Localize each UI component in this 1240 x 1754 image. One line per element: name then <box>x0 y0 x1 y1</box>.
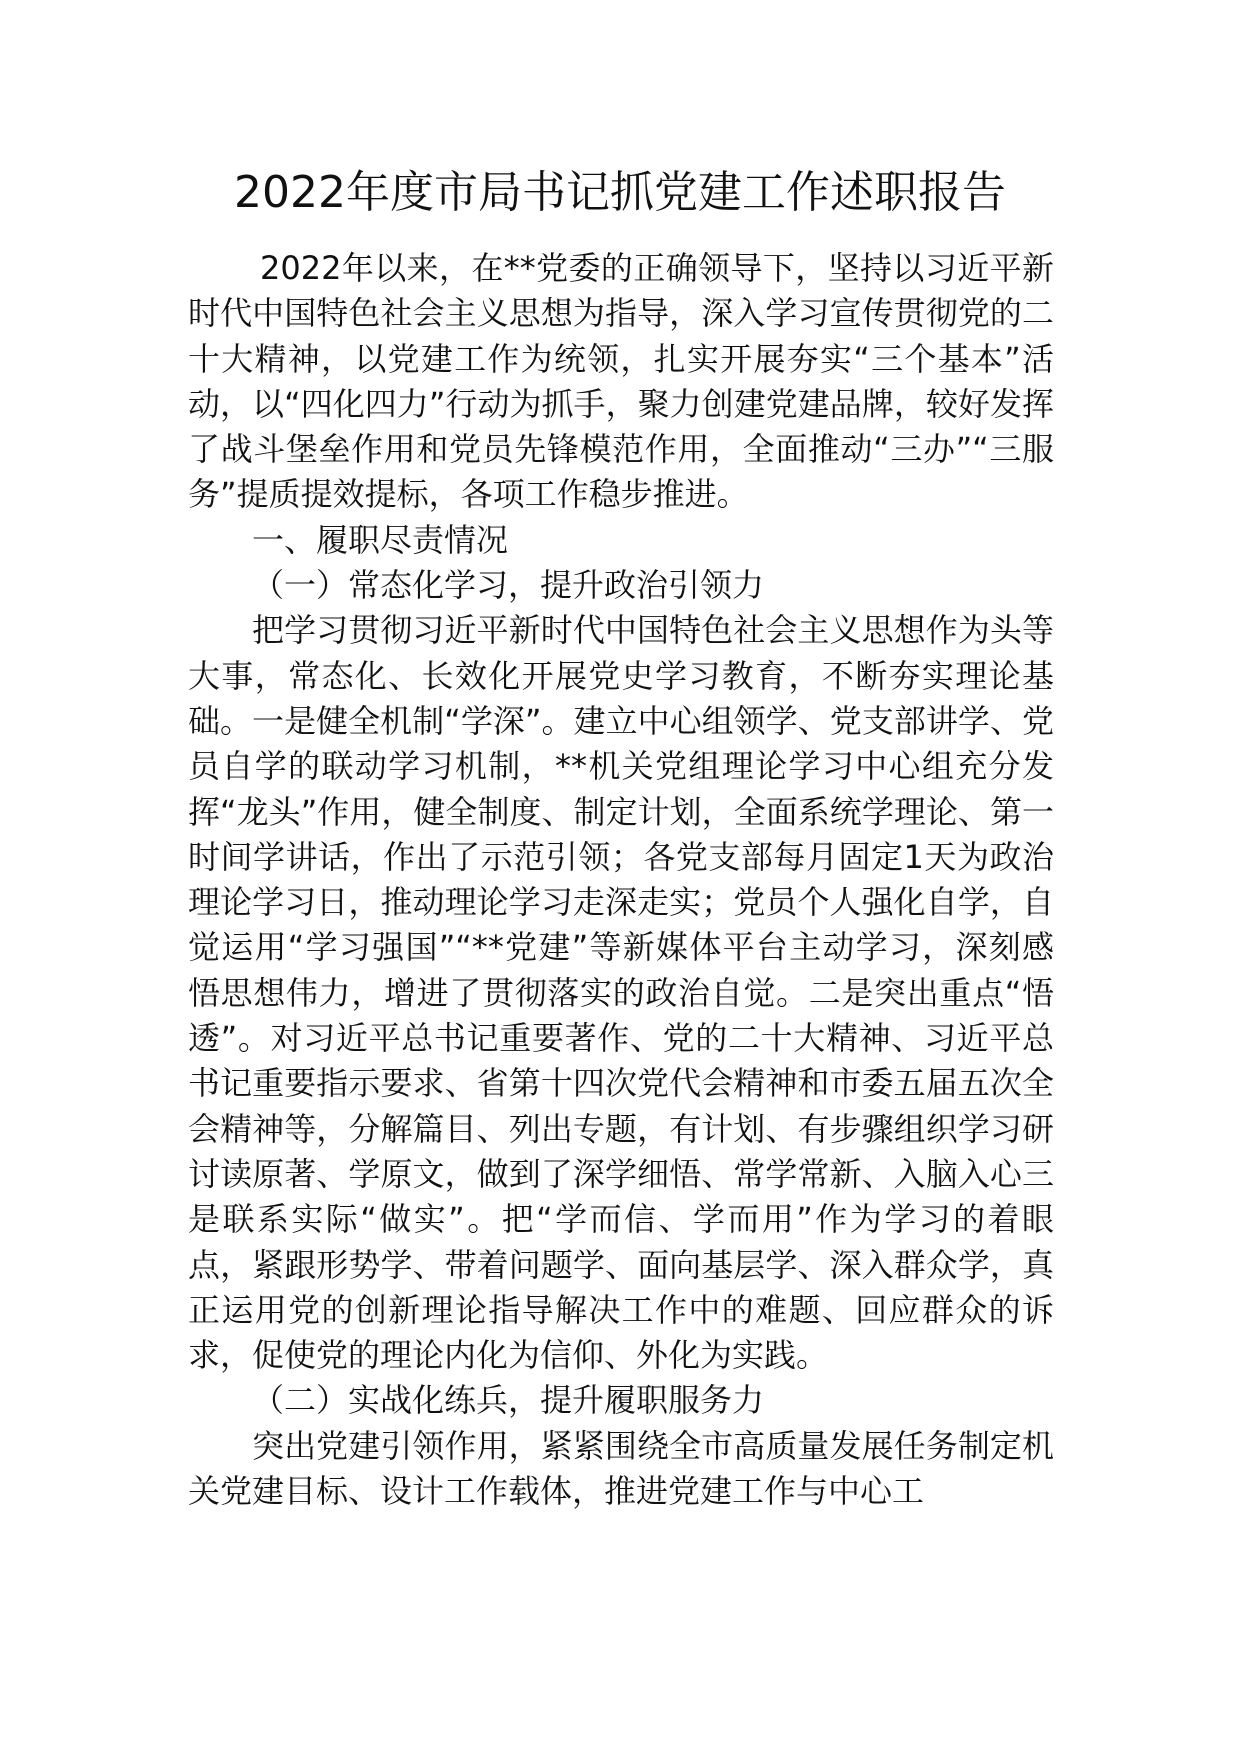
section-heading-1: 一、履职尽责情况 <box>252 520 509 559</box>
document-title: 2022年度市局书记抓党建工作述职报告 <box>234 167 1006 218</box>
subsection-paragraph-1: 把学习贯彻习近平新时代中国特色社会主义思想作为头等大事，常态化、长效化开展党史学习教育，不断夯实理论基础。一是健全机制“学深”。建立中心组领学、党支部讲学、党员自学的联动学习机制，**机关党组理论学习中心组充分发挥“龙头”作用，健全制度、制定计划，全面系统学理论、第一时间学讲话，作出了示范引领；各党支部每月固定1天为政治理论学习日，推动理论学习走深走实；党员个人强化自学，自觉运用“学习强国”“**党建”等新媒体平台主动学习，深刻感悟思想伟力，增进了贯彻落实的政治自觉。二是突出重点“悟透”。对习近平总书记重要著作、党的二十大精神、习近平总书记重要指示要求、省第十四次党代会精神和市委五届五次全会精神等，分解篇目、列出专题，有计划、有步骤组织学习研讨读原著、学原文，做到了深学细悟、常学常新、入脑入心三是联系实际“做实”。把“学而信、学而用”作为学习的着眼点，紧跟形势学、带着问题学、面向基层学、深入群众学，真正运用党的创新理论指导解决工作中的难题、回应群众的诉求，促使党的理论内化为信仰、外化为实践。 <box>188 611 1054 1375</box>
subsection-heading-1: （一）常态化学习，提升政治引领力 <box>252 566 765 605</box>
intro-paragraph: 2022年以来，在**党委的正确领导下，坚持以习近平新时代中国特色社会主义思想为指导，深入学习宣传贯彻党的二十大精神，以党建工作为统领，扎实开展夯实“三个基本”活动，以“四化四力”行动为抓手，聚力创建党建品牌，较好发挥了战斗堡垒作用和党员先锋模范作用，全面推动“三办”“三服务”提质提效提标，各项工作稳步推进。 <box>188 249 1054 514</box>
subsection-heading-2: （二）实战化练兵，提升履职服务力 <box>252 1381 765 1420</box>
document-body <box>188 246 1054 1514</box>
subsection-paragraph-2: 突出党建引领作用，紧紧围绕全市高质量发展任务制定机关党建目标、设计工作载体，推进党建工作与中心工 <box>188 1426 1054 1511</box>
